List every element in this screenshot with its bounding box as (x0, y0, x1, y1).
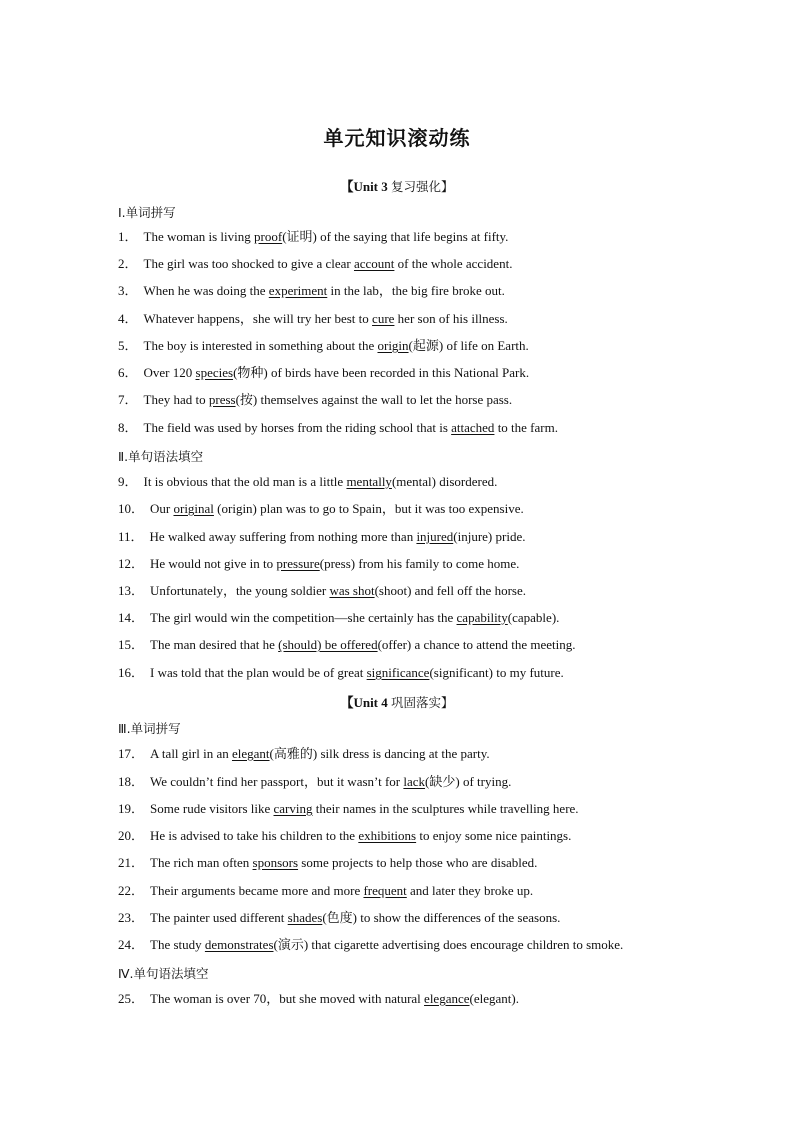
question-5 (118, 338, 529, 354)
question-number: 2． (118, 256, 138, 271)
question-number: 11． (118, 529, 144, 544)
question-text-post: (offer) a chance to attend the meeting. (377, 637, 576, 652)
answer: account (353, 256, 395, 271)
page-title: 单元知识滚动练 (323, 126, 471, 150)
question-1 (118, 229, 508, 245)
question-text-pre: The painter used different (150, 910, 288, 925)
section-1-heading: Ⅰ.单词拼写 (118, 205, 176, 220)
question-text-pre: Over 120 (143, 365, 196, 380)
question-text-post: (物种) of birds have been recorded in this National Park. (233, 365, 530, 380)
question-number: 12． (118, 556, 145, 571)
answer: capability (456, 610, 508, 625)
question-number: 23． (118, 910, 145, 925)
question-text-pre: He is advised to take his children to the (150, 828, 359, 843)
answer: (should) be offered (278, 637, 378, 652)
question-text-post: (injure) pride. (453, 529, 526, 544)
question-number: 8． (118, 420, 138, 435)
question-18 (118, 774, 511, 790)
question-text-pre: Whatever happens，she will try her best to (143, 311, 373, 326)
section-4-heading: Ⅳ.单句语法填空 (118, 966, 209, 981)
answer: was shot (329, 583, 375, 598)
question-text-pre: The woman is living (143, 229, 255, 244)
answer: elegance (424, 991, 470, 1006)
question-text-post: (按) themselves against the wall to let the horse pass. (235, 392, 513, 407)
answer: press (208, 392, 236, 407)
question-number: 20． (118, 828, 145, 843)
unit4-label: 【Unit 4 (340, 695, 388, 710)
question-text-post: (shoot) and fell off the horse. (374, 583, 526, 598)
question-text-pre: It is obvious that the old man is a little (143, 474, 347, 489)
question-16 (118, 665, 564, 681)
answer: attached (451, 420, 495, 435)
question-11 (118, 529, 525, 545)
question-17 (118, 746, 490, 762)
question-text-pre: I was told that the plan would be of great (150, 665, 367, 680)
answer: mentally (346, 474, 392, 489)
question-text-pre: The field was used by horses from the riding school that is (143, 420, 452, 435)
question-22 (118, 883, 533, 899)
question-text-pre: He walked away suffering from nothing more than (149, 529, 417, 544)
answer: lack (403, 774, 426, 789)
question-8 (118, 420, 558, 436)
question-number: 16． (118, 665, 145, 680)
question-text-pre: The boy is interested in something about the (143, 338, 378, 353)
question-number: 4． (118, 311, 138, 326)
question-text-pre: The girl would win the competition—she certainly has the (150, 610, 457, 625)
question-13 (118, 583, 526, 599)
question-text-post: (演示) that cigarette advertising does encourage children to smoke. (273, 937, 624, 952)
answer: sponsors (252, 855, 299, 870)
question-25 (118, 991, 519, 1007)
question-text-post: (origin) plan was to go to Spain，but it was too expensive. (213, 501, 524, 516)
question-number: 10． (118, 501, 145, 516)
question-text-post: (起源) of life on Earth. (408, 338, 529, 353)
unit4-cn: 巩固落实】 (391, 695, 454, 710)
question-10 (118, 501, 524, 517)
section-3-heading: Ⅲ.单词拼写 (118, 721, 181, 736)
question-text-pre: Some rude visitors like (150, 801, 274, 816)
answer: origin (377, 338, 409, 353)
question-text-post: (高雅的) silk dress is dancing at the party. (269, 746, 490, 761)
question-number: 22． (118, 883, 145, 898)
question-number: 15． (118, 637, 145, 652)
answer: original (173, 501, 214, 516)
question-text-pre: The girl was too shocked to give a clear (143, 256, 354, 271)
question-text-post: (缺少) of trying. (425, 774, 512, 789)
unit4-heading (0, 692, 794, 711)
question-number: 13． (118, 583, 145, 598)
question-text-post: (elegant). (469, 991, 519, 1006)
answer: significance (366, 665, 430, 680)
question-21 (118, 855, 537, 871)
question-text-post: (mental) disordered. (391, 474, 498, 489)
question-text-post: in the lab，the big fire broke out. (327, 283, 505, 298)
question-text-pre: The rich man often (150, 855, 253, 870)
question-text-post: to enjoy some nice paintings. (416, 828, 572, 843)
answer: elegant (231, 746, 270, 761)
question-text-post: (significant) to my future. (429, 665, 564, 680)
answer: species (195, 365, 234, 380)
answer: experiment (268, 283, 328, 298)
question-number: 21． (118, 855, 145, 870)
question-text-pre: Our (150, 501, 174, 516)
question-number: 3． (118, 283, 138, 298)
question-20 (118, 828, 571, 844)
unit3-label: 【Unit 3 (340, 179, 388, 194)
answer: shades (287, 910, 323, 925)
question-text-post: her son of his illness. (394, 311, 508, 326)
question-15 (118, 637, 576, 653)
question-text-pre: Their arguments became more and more (150, 883, 364, 898)
question-text-post: (press) from his family to come home. (319, 556, 520, 571)
question-text-pre: They had to (143, 392, 209, 407)
question-text-post: some projects to help those who are disabled. (298, 855, 538, 870)
question-text-post: and later they broke up. (406, 883, 534, 898)
question-text-post: (色度) to show the differences of the seasons. (322, 910, 561, 925)
question-text-pre: He would not give in to (150, 556, 277, 571)
question-text-pre: The woman is over 70，but she moved with natural (150, 991, 425, 1006)
answer: injured (416, 529, 454, 544)
question-text-post: of the whole accident. (394, 256, 513, 271)
question-text-post: (capable). (507, 610, 560, 625)
question-text-pre: The study (150, 937, 205, 952)
question-number: 9． (118, 474, 138, 489)
question-number: 19． (118, 801, 145, 816)
question-9 (118, 474, 497, 490)
question-number: 14． (118, 610, 145, 625)
question-number: 25． (118, 991, 145, 1006)
question-23 (118, 910, 560, 926)
question-text-pre: When he was doing the (143, 283, 269, 298)
question-2 (118, 256, 512, 272)
question-number: 6． (118, 365, 138, 380)
question-19 (118, 801, 579, 817)
section-2-heading: Ⅱ.单句语法填空 (118, 449, 204, 464)
question-number: 17． (118, 746, 145, 761)
answer: frequent (363, 883, 407, 898)
question-text-pre: Unfortunately，the young soldier (150, 583, 330, 598)
question-number: 5． (118, 338, 138, 353)
question-text-pre: A tall girl in an (150, 746, 232, 761)
answer: proof (254, 229, 283, 244)
question-3 (118, 283, 505, 299)
unit3-cn: 复习强化】 (391, 179, 454, 194)
question-14 (118, 610, 559, 626)
question-number: 24． (118, 937, 145, 952)
question-24 (118, 937, 623, 953)
unit3-heading (0, 176, 794, 195)
answer: cure (372, 311, 395, 326)
question-12 (118, 556, 519, 572)
answer: carving (273, 801, 313, 816)
question-text-pre: We couldn’t find her passport，but it wasn’t for (150, 774, 404, 789)
answer: demonstrates (204, 937, 274, 952)
answer: exhibitions (358, 828, 417, 843)
question-7 (118, 392, 512, 408)
question-number: 7． (118, 392, 138, 407)
question-number: 1． (118, 229, 138, 244)
question-number: 18． (118, 774, 145, 789)
answer: pressure (276, 556, 320, 571)
question-text-post: their names in the sculptures while travelling here. (312, 801, 579, 816)
question-text-post: (证明) of the saying that life begins at fifty. (282, 229, 509, 244)
question-text-post: to the farm. (494, 420, 558, 435)
question-4 (118, 311, 508, 327)
question-6 (118, 365, 529, 381)
question-text-pre: The man desired that he (150, 637, 279, 652)
